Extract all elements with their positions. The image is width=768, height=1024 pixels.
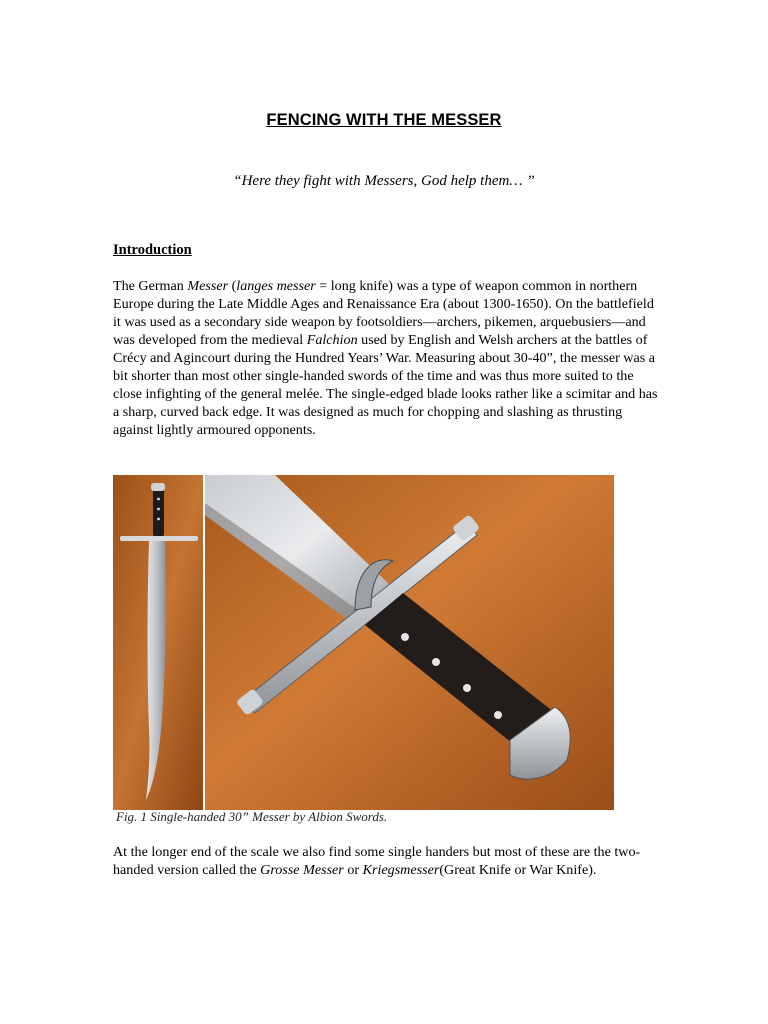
messer-full-photo [113,475,203,810]
introduction-paragraph: The German Messer (langes messer = long knife) was a type of weapon common in northern Europe during the Late Middle Ages and Renaissance Era (about 1300-1650). On the battlefield it was used as a secondary side weapon by footsoldiers—archers, pikemen, arquebusiers—and was developed from the medieval Falchion used by English and Welsh archers at the battles of Crécy and Agincourt during the Hundred Years’ War. Measuring about 30-40”, the messer was a bit shorter than most other single-handed swords of the time and was thus more suited to the close infighting of the general melée. The single-edged blade looks rather like a scimitar and has a sharp, curved back edge. It was designed as much for chopping and slashing as thrusting against lightly armoured opponents. [113,278,658,438]
document-title: FENCING WITH THE MESSER [266,111,502,129]
figure-caption: Fig. 1 Single-handed 30” Messer by Albion Swords. [116,809,388,824]
section-heading-introduction: Introduction [113,242,192,258]
messer-hilt-closeup-photo [205,475,614,810]
epigraph-quote: “Here they fight with Messers, God help them… ” [233,173,535,189]
second-paragraph: At the longer end of the scale we also find some single handers but most of these are the two-handed version called the Grosse Messer or Kriegsmesser(Great Knife or War Knife). [113,844,641,878]
